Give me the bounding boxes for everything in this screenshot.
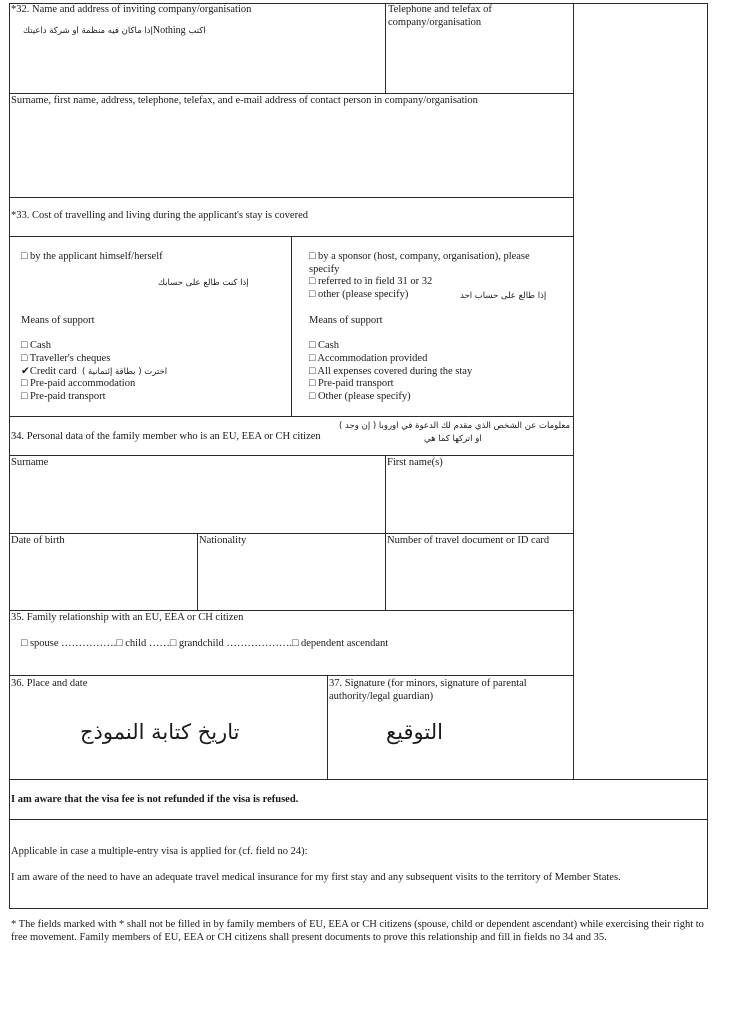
checkbox[interactable]: □ bbox=[309, 289, 316, 300]
bottom-border bbox=[9, 908, 708, 909]
divider-34-nationality bbox=[197, 533, 198, 611]
applicant-option[interactable] bbox=[21, 251, 163, 264]
field-32-label: *32. Name and address of inviting company/organisation bbox=[11, 4, 252, 15]
means-left-item[interactable] bbox=[21, 353, 135, 366]
means-right-label: Cash bbox=[315, 340, 339, 351]
sponsor-referred-label: referred to in field 31 or 32 bbox=[317, 276, 433, 287]
first-name-label: First name(s) bbox=[387, 457, 443, 468]
insurance-notice: I am aware of the need to have an adequate travel medical insurance for my first stay and any subsequent visits to the territory of Member States. bbox=[11, 872, 621, 883]
means-right-item[interactable] bbox=[309, 353, 472, 366]
means-of-support-right-label: Means of support bbox=[309, 315, 383, 326]
means-right-item[interactable] bbox=[309, 391, 472, 404]
arabic-note-text: إذا ماكان فيه منظمة او شركة داعيتك bbox=[23, 26, 153, 36]
means-left-item[interactable] bbox=[21, 378, 135, 391]
divider-fee bbox=[9, 779, 708, 780]
divider-32-phone bbox=[385, 3, 386, 94]
right-border bbox=[707, 3, 708, 909]
checkbox[interactable]: □ bbox=[21, 251, 28, 262]
checkbox[interactable]: □ bbox=[21, 340, 28, 351]
multiple-entry-label: Applicable in case a multiple-entry visa is applied for (cf. field no 24): bbox=[11, 846, 308, 857]
checkbox[interactable]: □ bbox=[309, 276, 316, 287]
divider-34-firstname bbox=[385, 455, 386, 611]
date-of-birth-label: Date of birth bbox=[11, 535, 65, 546]
sponsor-option-label: by a sponsor (host, company, organisation), please specify bbox=[309, 251, 530, 275]
divider-36 bbox=[9, 675, 574, 676]
field-34-arabic-line2: او اتركها كما هي bbox=[424, 434, 482, 444]
means-right-label: Pre-paid transport bbox=[315, 378, 394, 390]
nationality-label: Nationality bbox=[199, 535, 247, 546]
divider-32-contact bbox=[9, 93, 574, 94]
checkbox[interactable]: □ bbox=[309, 251, 316, 262]
travel-document-label: Number of travel document or ID card bbox=[387, 535, 550, 546]
checkbox[interactable]: □ bbox=[21, 391, 28, 403]
checkbox[interactable]: □ bbox=[309, 378, 316, 390]
field-33-label: *33. Cost of travelling and living during the applicant's stay is covered bbox=[11, 210, 308, 221]
means-right-label: Accommodation provided bbox=[315, 352, 428, 364]
visa-fee-notice: I am aware that the visa fee is not refunded if the visa is refused. bbox=[11, 794, 299, 805]
divider-35 bbox=[9, 610, 574, 611]
means-right-item[interactable] bbox=[309, 340, 472, 353]
sponsor-referred-option[interactable] bbox=[309, 276, 432, 289]
right-column-border bbox=[573, 3, 574, 779]
field-37-label: 37. Signature (for minors, signature of parental authority/legal guardian) bbox=[329, 678, 527, 702]
checkbox[interactable]: □ bbox=[309, 365, 316, 377]
surname-label: Surname bbox=[11, 457, 49, 468]
checkbox[interactable]: □ bbox=[21, 378, 28, 390]
means-right-item[interactable] bbox=[309, 366, 472, 379]
means-right-item[interactable] bbox=[309, 378, 472, 391]
checkbox[interactable]: □ bbox=[309, 340, 316, 351]
means-left-label: Pre-paid transport bbox=[27, 391, 106, 403]
means-right-label: Other (please specify) bbox=[315, 391, 411, 403]
field-35-label: 35. Family relationship with an EU, EEA or CH citizen bbox=[11, 612, 244, 623]
applicant-option-label: by the applicant himself/herself bbox=[29, 251, 163, 262]
means-right-label: All expenses covered during the stay bbox=[315, 365, 473, 377]
field-32-arabic-note bbox=[23, 25, 206, 38]
divider-34-names bbox=[9, 455, 574, 456]
relationship-options[interactable]: □ spouse …………….□ child ……□ grandchild ……………….□ dependent ascendant bbox=[21, 638, 389, 649]
sponsor-option[interactable] bbox=[309, 251, 559, 276]
means-left-label: Credit card bbox=[29, 365, 77, 377]
checkmark-icon[interactable]: ✔ bbox=[21, 365, 30, 377]
divider-33-columns bbox=[291, 236, 292, 417]
divider-multi-entry bbox=[9, 819, 708, 820]
means-right-list bbox=[309, 340, 472, 404]
arabic-note-prefix: اكتب bbox=[188, 26, 206, 36]
field-36-label: 36. Place and date bbox=[11, 678, 88, 689]
credit-card-arabic-note: اخترت ( بطاقة إئتمانية ) bbox=[82, 367, 168, 377]
means-left-label: Cash bbox=[27, 340, 51, 351]
means-of-support-left-label: Means of support bbox=[21, 315, 95, 326]
applicant-arabic-note: إذا كنت طالع على حسابك bbox=[158, 278, 249, 288]
arabic-note-word: Nothing bbox=[152, 25, 186, 36]
means-left-item[interactable] bbox=[21, 340, 135, 353]
sponsor-other-label: other (please specify) bbox=[317, 289, 409, 300]
divider-33 bbox=[9, 197, 574, 198]
footnote: * The fields marked with * shall not be filled in by family members of EU, EEA or CH citizens (spouse, child or dependent ascendant) while exercising their right to free movement. Family members of EU, EEA or CH citizens shall present documents to prove this relationship and fill in fields no 34 and 35. bbox=[11, 919, 704, 943]
divider-36-37 bbox=[327, 675, 328, 780]
left-border bbox=[9, 3, 10, 909]
checkbox[interactable]: □ bbox=[309, 391, 316, 403]
checkbox[interactable]: □ bbox=[21, 352, 28, 364]
checkbox[interactable]: □ bbox=[309, 352, 316, 364]
place-date-arabic: تاريخ كتابة النموذج bbox=[80, 720, 240, 744]
sponsor-arabic-note: إذا طالع على حساب احد bbox=[460, 291, 547, 301]
field-34-label: 34. Personal data of the family member who is an EU, EEA or CH citizen bbox=[11, 431, 321, 442]
contact-person-label: Surname, first name, address, telephone, telefax, and e-mail address of contact person in company/organisation bbox=[11, 95, 478, 106]
signature-arabic: التوقيع bbox=[386, 720, 443, 744]
field-34-arabic-line1: معلومات عن الشخص الذي مقدم لك الدعوة في اوروبا ( إن وجد ) bbox=[339, 421, 570, 431]
divider-34-dob bbox=[9, 533, 574, 534]
means-left-label: Pre-paid accommodation bbox=[27, 378, 136, 390]
sponsor-other-option[interactable] bbox=[309, 289, 408, 302]
means-left-label: Traveller's cheques bbox=[27, 352, 111, 364]
field-32-phone-label: Telephone and telefax of company/organisation bbox=[388, 4, 492, 28]
means-left-item[interactable] bbox=[21, 391, 135, 404]
